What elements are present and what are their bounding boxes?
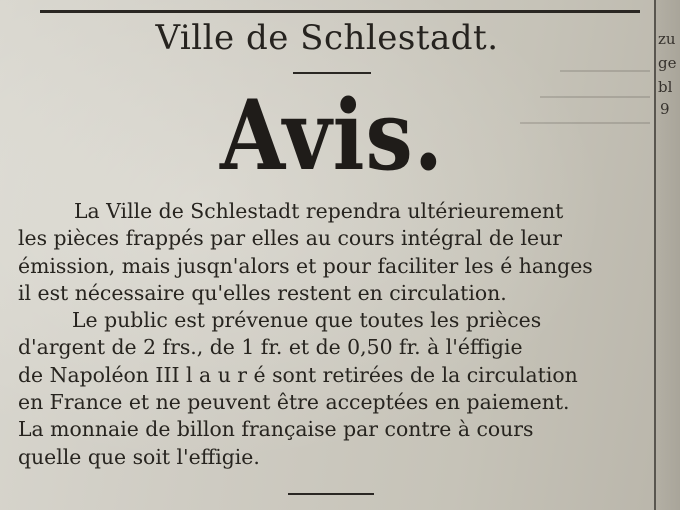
- notice-body: [18, 198, 658, 471]
- body-line: de Napoléon III l a u r é sont retirées de la circulation: [18, 362, 578, 387]
- heading-divider: [293, 72, 371, 74]
- body-line: d'argent de 2 frs., de 1 fr. et de 0,50 fr. à l'éffigie: [18, 335, 523, 360]
- adjacent-text-fragment: 9: [660, 100, 670, 118]
- body-line: quelle que soit l'effigie.: [18, 444, 260, 469]
- show-through-line: [560, 70, 650, 72]
- body-line: émission, mais jusqn'alors et pour faciliter les é hanges: [18, 253, 593, 278]
- body-line: Le public est prévenue que toutes les prièces: [72, 308, 542, 333]
- show-through-line: [540, 96, 650, 98]
- column-divider: [654, 0, 656, 510]
- top-rule: [40, 10, 640, 13]
- body-line: La monnaie de billon française par contre à cours: [18, 417, 534, 442]
- body-line: en France et ne peuvent être acceptées en paiement.: [18, 390, 570, 415]
- notice-heading: Ville de Schlestadt.: [155, 18, 499, 58]
- body-line: les pièces frappés par elles au cours intégral de leur: [18, 226, 562, 251]
- show-through-line: [520, 122, 650, 124]
- adjacent-text-fragment: ge: [658, 54, 677, 72]
- closing-divider: [288, 493, 374, 495]
- adjacent-text-fragment: bl: [658, 78, 673, 96]
- notice-title: Avis.: [219, 78, 445, 192]
- adjacent-text-fragment: zu: [658, 30, 676, 48]
- adjacent-column: [654, 0, 680, 510]
- body-line: La Ville de Schlestadt rependra ultérieurement: [74, 199, 564, 223]
- body-line: il est nécessaire qu'elles restent en circulation.: [18, 280, 507, 305]
